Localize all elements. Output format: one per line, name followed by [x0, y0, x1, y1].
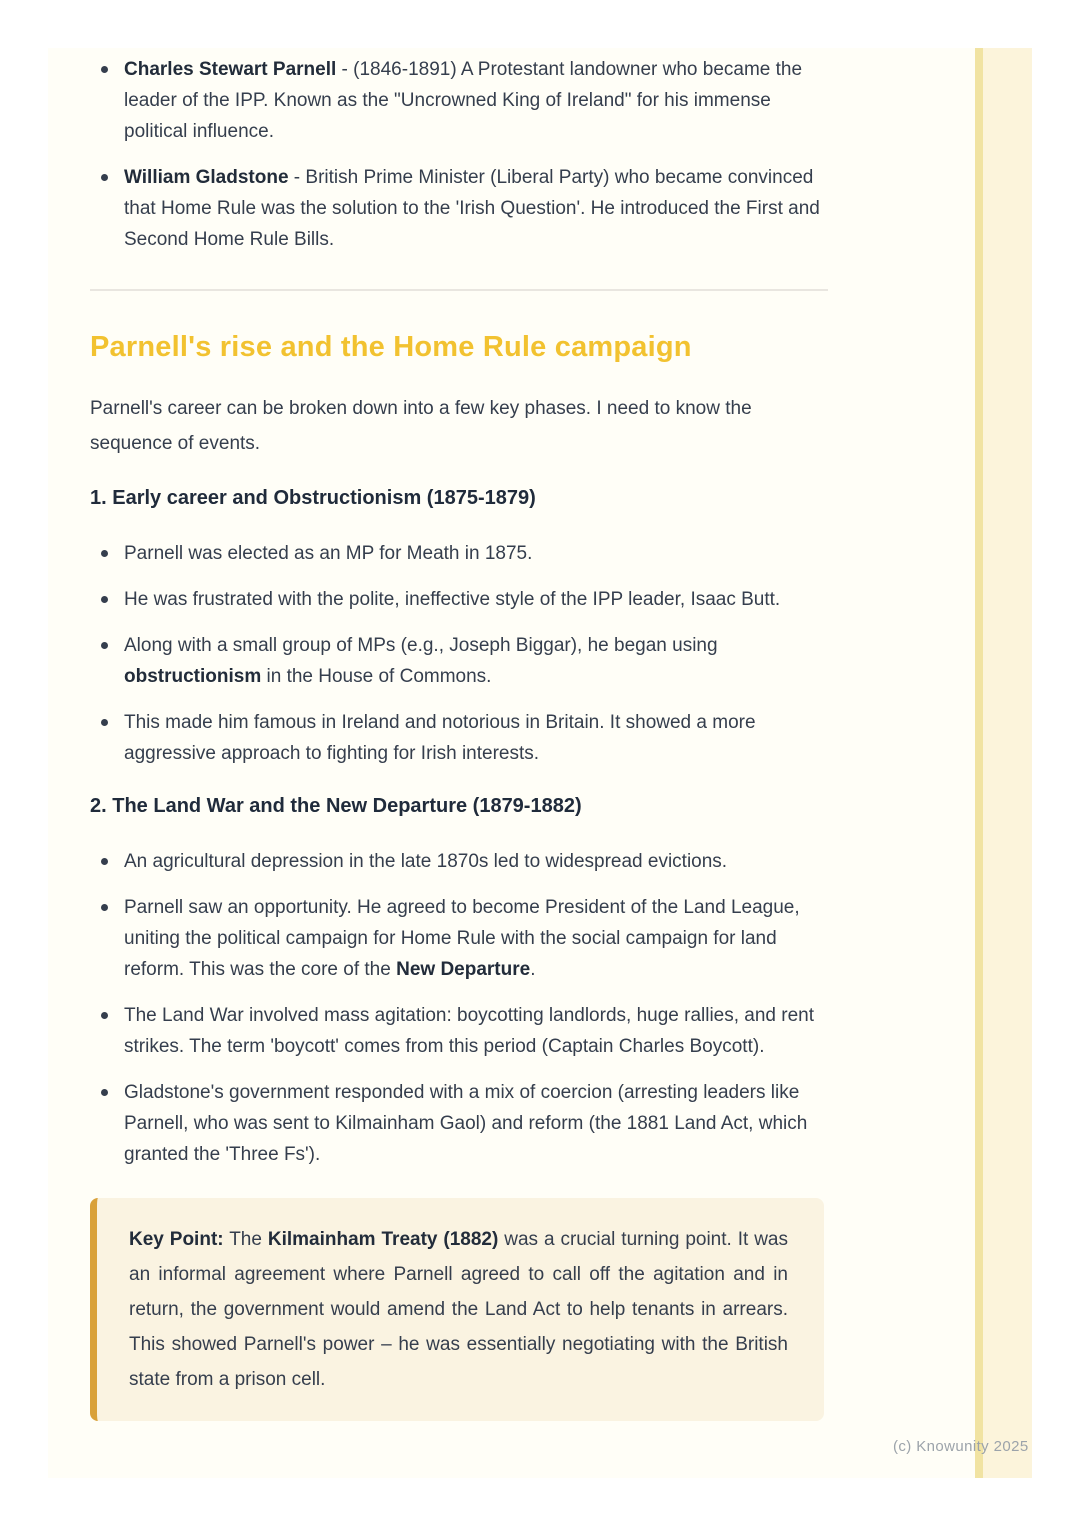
subsection-1-list — [90, 538, 828, 769]
list-item: The Land War involved mass agitation: boycotting landlords, huge rallies, and rent strikes. The term 'boycott' comes from this period (Captain Charles Boycott). — [90, 1000, 828, 1062]
list-item: Gladstone's government responded with a mix of coercion (arresting leaders like Parnell, who was sent to Kilmainham Gaol) and reform (the 1881 Land Act, which granted the 'Three Fs'). — [90, 1077, 828, 1170]
subsection-2-list — [90, 846, 828, 1170]
list-item: He was frustrated with the polite, ineffective style of the IPP leader, Isaac Butt. — [90, 584, 828, 615]
list-item: Parnell was elected as an MP for Meath in 1875. — [90, 538, 828, 569]
document-content — [90, 0, 828, 1421]
page-edge-stripe — [975, 48, 1032, 1478]
list-item: Parnell saw an opportunity. He agreed to become President of the Land League, uniting the political campaign for Home Rule with the social campaign for land reform. This was the core of the New Departure. — [90, 892, 828, 985]
list-item: An agricultural depression in the late 1870s led to widespread evictions. — [90, 846, 828, 877]
key-figures-list — [90, 54, 828, 255]
list-item: This made him famous in Ireland and notorious in Britain. It showed a more aggressive approach to fighting for Irish interests. — [90, 707, 828, 769]
section-divider — [90, 289, 828, 291]
list-item: William Gladstone - British Prime Minister (Liberal Party) who became convinced that Home Rule was the solution to the 'Irish Question'. He introduced the First and Second Home Rule Bills. — [90, 162, 828, 255]
copyright-watermark: (c) Knowunity 2025 — [893, 1438, 1029, 1455]
section-title: Parnell's rise and the Home Rule campaign — [90, 331, 692, 363]
list-item: Charles Stewart Parnell - (1846-1891) A Protestant landowner who became the leader of the IPP. Known as the "Uncrowned King of Ireland" for his immense political influence. — [90, 54, 828, 147]
section-intro-paragraph: Parnell's career can be broken down into a few key phases. I need to know the sequence of events. — [90, 398, 752, 454]
subsection-1-heading: 1. Early career and Obstructionism (1875-1879) — [90, 487, 536, 509]
key-point-text: Key Point: The Kilmainham Treaty (1882) was a crucial turning point. It was an informal agreement where Parnell agreed to call off the agitation and in return, the government would amend the Land Act to help tenants in arrears. This showed Parnell's power – he was essentially negotiating with the British state from a prison cell. — [129, 1229, 788, 1390]
key-point-callout — [90, 1198, 824, 1421]
list-item: Along with a small group of MPs (e.g., Joseph Biggar), he began using obstructionism in the House of Commons. — [90, 630, 828, 692]
subsection-2-heading: 2. The Land War and the New Departure (1879-1882) — [90, 795, 582, 817]
